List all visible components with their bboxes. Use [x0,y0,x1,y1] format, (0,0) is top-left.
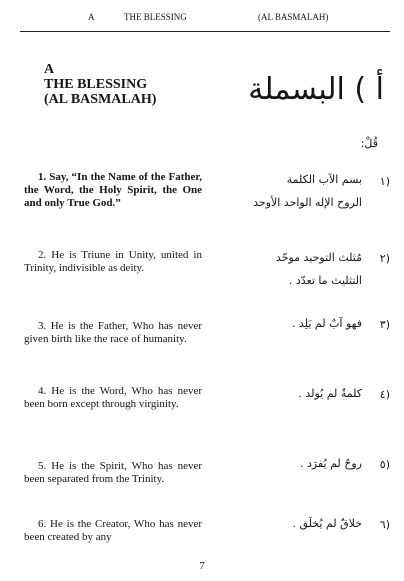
verse-number-5: (٥ [379,458,390,471]
verse-number-2: (٢ [379,252,390,265]
verse-number-6: (٦ [379,518,390,531]
verse-arabic-3-line-1: فهو آبٌ لم يَلِد . [291,317,362,330]
verse-english-5: 5. He is the Spirit, Who has never been separated from the Trinity. [24,460,202,485]
verse-number-4: (٤ [379,388,390,401]
verse-number-1: (١ [379,175,390,188]
verse-arabic-2 [222,246,362,292]
verse-arabic-1-line-1: بسم الآب الكلمة [286,173,362,186]
section-heading [44,62,204,107]
verse-arabic-3 [222,312,362,335]
arabic-say: قُلْ: [360,137,378,150]
verse-arabic-2-line-1: مُثلث التوحيد موحّد [275,251,362,264]
verse-number-3: (٣ [379,318,390,331]
verse-arabic-5-line-1: روحٌ لم يُفرَد . [300,457,362,470]
running-head [0,12,404,26]
arabic-title: أ ) البسملة [248,72,384,107]
section-letter: A [44,62,55,77]
verse-arabic-2-line-2: التثليث ما تعدّد . [288,274,362,287]
verse-arabic-1-line-2: الروح الإله الواحد الأوحد [253,196,362,209]
section-transliteration: (AL BASMALAH) [44,92,157,107]
verse-english-2: 2. He is Triune in Unity, united in Trinity, indivisible as deity. [24,249,202,274]
verse-arabic-4-line-1: كلمةٌ لم يُولد . [298,387,362,400]
verse-english-1: 1. Say, “In the Name of the Father, the Word, the Holy Spirit, the One and only True God.” [24,171,202,209]
running-head-letter: A [88,12,95,22]
verse-arabic-6 [222,512,362,535]
verse-arabic-4 [222,382,362,405]
running-head-title: THE BLESSING [124,12,187,22]
verse-english-4: 4. He is the Word, Who has never been born except through virginity. [24,385,202,410]
section-title: THE BLESSING [44,77,148,92]
verse-english-3: 3. He is the Father, Who has never given birth like the race of humanity. [24,320,202,345]
verse-arabic-6-line-1: خلاقٌ لم يُخلَق . [292,517,362,530]
verse-arabic-1 [222,168,362,214]
page-number: 7 [199,560,205,572]
running-head-transliteration: (AL BASMALAH) [258,12,329,22]
header-rule [20,31,390,32]
verse-english-6: 6. He is the Creator, Who has never been created by any [24,518,202,543]
verse-arabic-5 [222,452,362,475]
